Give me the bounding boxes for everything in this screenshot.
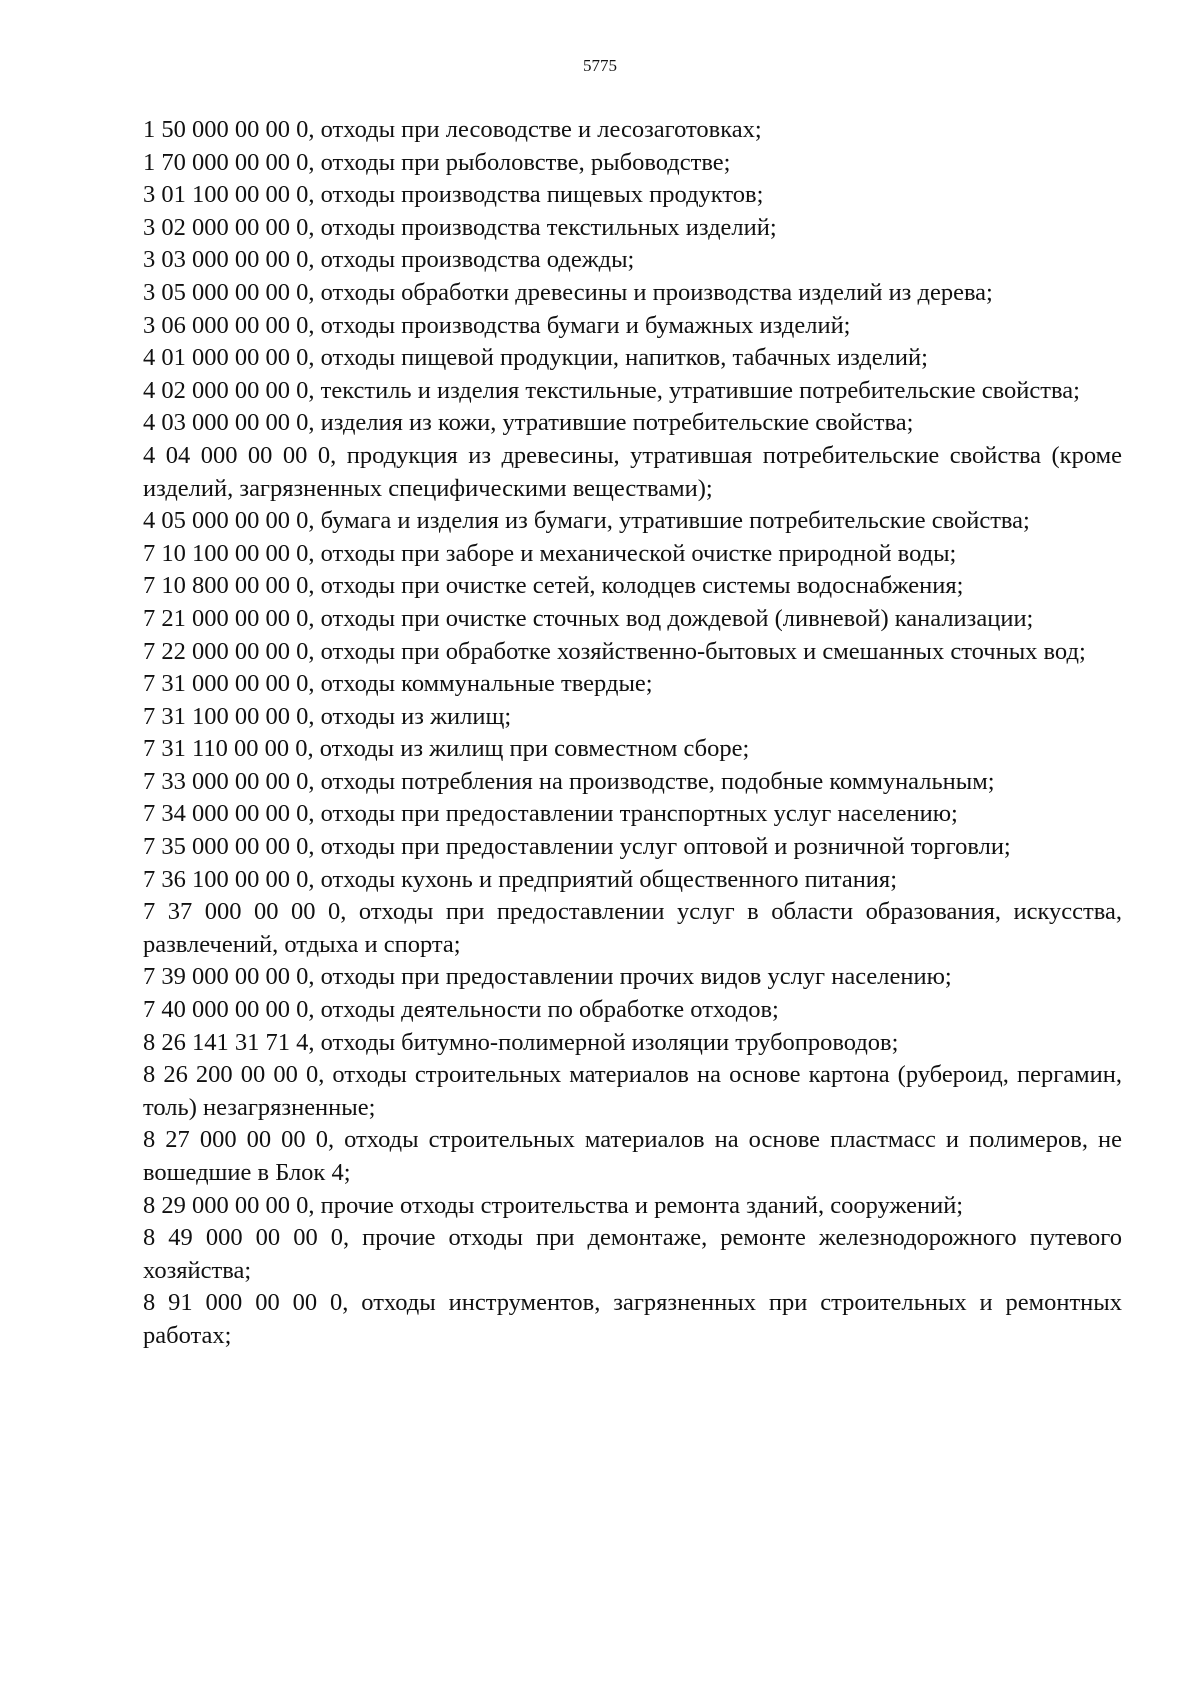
list-item: 3 06 000 00 00 0, отходы производства бумаги и бумажных изделий; xyxy=(143,311,851,339)
page-number: 5775 xyxy=(583,56,617,75)
list-item: 1 70 000 00 00 0, отходы при рыболовстве, рыбоводстве; xyxy=(143,148,731,176)
list-item: 3 01 100 00 00 0, отходы производства пищевых продуктов; xyxy=(143,181,764,209)
list-item: 7 22 000 00 00 0, отходы при обработке хозяйственно-бытовых и смешанных сточных вод; xyxy=(143,637,1086,665)
list-item: 7 34 000 00 00 0, отходы при предоставлении транспортных услуг населению; xyxy=(143,800,958,828)
list-item: 4 02 000 00 00 0, текстиль и изделия текстильные, утратившие потребительские свойства; xyxy=(143,376,1080,404)
list-item: 8 91 000 00 00 0, отходы инструментов, загрязненных при строительных и ремонтных работах; xyxy=(143,1289,1122,1349)
list-item: 3 02 000 00 00 0, отходы производства текстильных изделий; xyxy=(143,213,777,241)
list-item: 8 27 000 00 00 0, отходы строительных материалов на основе пластмасс и полимеров, не вошедшие в Блок 4; xyxy=(143,1126,1122,1186)
list-item: 7 35 000 00 00 0, отходы при предоставлении услуг оптовой и розничной торговли; xyxy=(143,833,1011,861)
list-item: 8 29 000 00 00 0, прочие отходы строительства и ремонта зданий, сооружений; xyxy=(143,1191,964,1219)
list-item: 7 39 000 00 00 0, отходы при предоставлении прочих видов услуг населению; xyxy=(143,963,952,991)
list-item: 7 10 800 00 00 0, отходы при очистке сетей, колодцев системы водоснабжения; xyxy=(143,572,964,600)
list-item: 7 31 110 00 00 0, отходы из жилищ при совместном сборе; xyxy=(143,735,750,763)
list-item: 4 01 000 00 00 0, отходы пищевой продукции, напитков, табачных изделий; xyxy=(143,344,928,372)
list-item: 7 31 000 00 00 0, отходы коммунальные твердые; xyxy=(143,670,653,698)
list-item: 7 10 100 00 00 0, отходы при заборе и механической очистке природной воды; xyxy=(143,539,957,567)
list-item: 7 33 000 00 00 0, отходы потребления на производстве, подобные коммунальным; xyxy=(143,767,995,795)
list-item: 8 26 141 31 71 4, отходы битумно-полимерной изоляции трубопроводов; xyxy=(143,1028,899,1056)
list-item: 7 21 000 00 00 0, отходы при очистке сточных вод дождевой (ливневой) канализации; xyxy=(143,604,1034,632)
list-item: 1 50 000 00 00 0, отходы при лесоводстве и лесозаготовках; xyxy=(143,116,762,143)
list-item: 8 26 200 00 00 0, отходы строительных материалов на основе картона (рубероид, пергамин, толь) незагрязненные; xyxy=(143,1061,1122,1121)
list-item: 4 05 000 00 00 0, бумага и изделия из бумаги, утратившие потребительские свойства; xyxy=(143,507,1030,535)
list-item: 4 03 000 00 00 0, изделия из кожи, утратившие потребительские свойства; xyxy=(143,409,914,437)
list-item: 7 36 100 00 00 0, отходы кухонь и предприятий общественного питания; xyxy=(143,865,897,893)
list-item: 7 31 100 00 00 0, отходы из жилищ; xyxy=(143,702,512,730)
waste-code-list xyxy=(143,114,1122,1353)
list-item: 7 40 000 00 00 0, отходы деятельности по обработке отходов; xyxy=(143,996,779,1024)
list-item: 4 04 000 00 00 0, продукция из древесины, утратившая потребительские свойства (кроме изделий, загрязненных специфическими веществами); xyxy=(143,441,1122,502)
list-item: 8 49 000 00 00 0, прочие отходы при демонтаже, ремонте железнодорожного путевого хозяйства; xyxy=(143,1224,1122,1284)
list-item: 3 05 000 00 00 0, отходы обработки древесины и производства изделий из дерева; xyxy=(143,278,993,306)
list-item: 7 37 000 00 00 0, отходы при предоставлении услуг в области образования, искусства, развлечений, отдыха и спорта; xyxy=(143,898,1122,958)
list-item: 3 03 000 00 00 0, отходы производства одежды; xyxy=(143,246,635,274)
